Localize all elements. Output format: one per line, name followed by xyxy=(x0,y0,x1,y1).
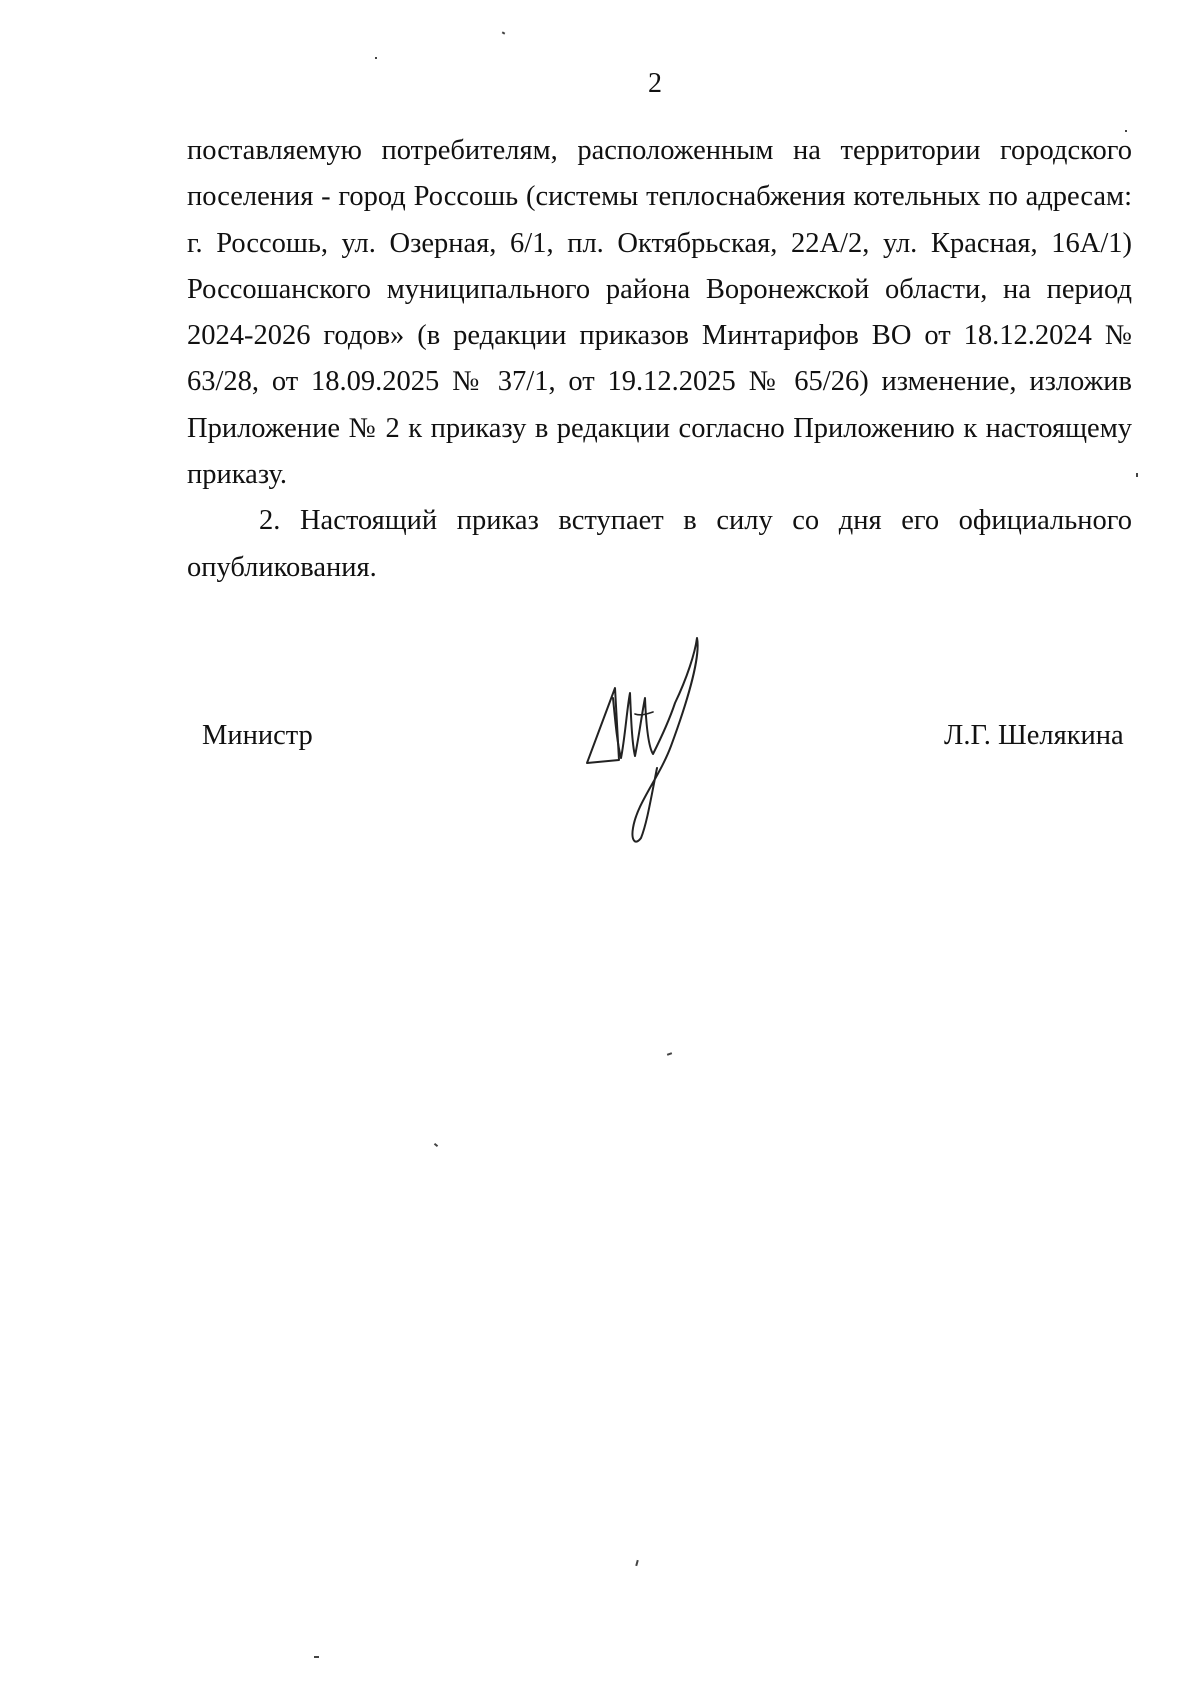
scan-speck xyxy=(1125,130,1127,132)
scan-speck xyxy=(434,1143,438,1147)
page-number: 2 xyxy=(648,68,662,99)
scan-speck xyxy=(1136,473,1138,477)
handwritten-signature xyxy=(575,628,725,848)
scan-speck xyxy=(375,57,377,59)
paragraph-continuation: поставляемую потребителям, расположенным на территории городского поселения - город Россошь (системы теплоснабжения котельных по адресам: г. Россошь, ул. Озерная, 6/1, пл. Октябрьская, 22А/2, ул. Красная, 16А/1) Россошанского муниципального района Воронежской области, на период 2024-2026 годов» (в редакции приказов Минтарифов ВО от 18.12.2024 № 63/28, от 18.09.2025 № 37/1, от 19.12.2025 № 65/26) изменение, изложив Приложение № 2 к приказу в редакции согласно Приложению к настоящему приказу. xyxy=(187,135,1132,491)
scan-speck xyxy=(667,1052,672,1056)
scan-speck xyxy=(502,31,506,34)
scan-speck xyxy=(314,1656,319,1658)
signatory-title: Министр xyxy=(202,720,313,751)
scan-speck xyxy=(635,1560,638,1566)
signatory-name: Л.Г. Шелякина xyxy=(944,720,1124,751)
paragraph-item-2: 2. Настоящий приказ вступает в силу со дня его официального опубликования. xyxy=(187,505,1132,583)
document-body xyxy=(187,128,1132,591)
